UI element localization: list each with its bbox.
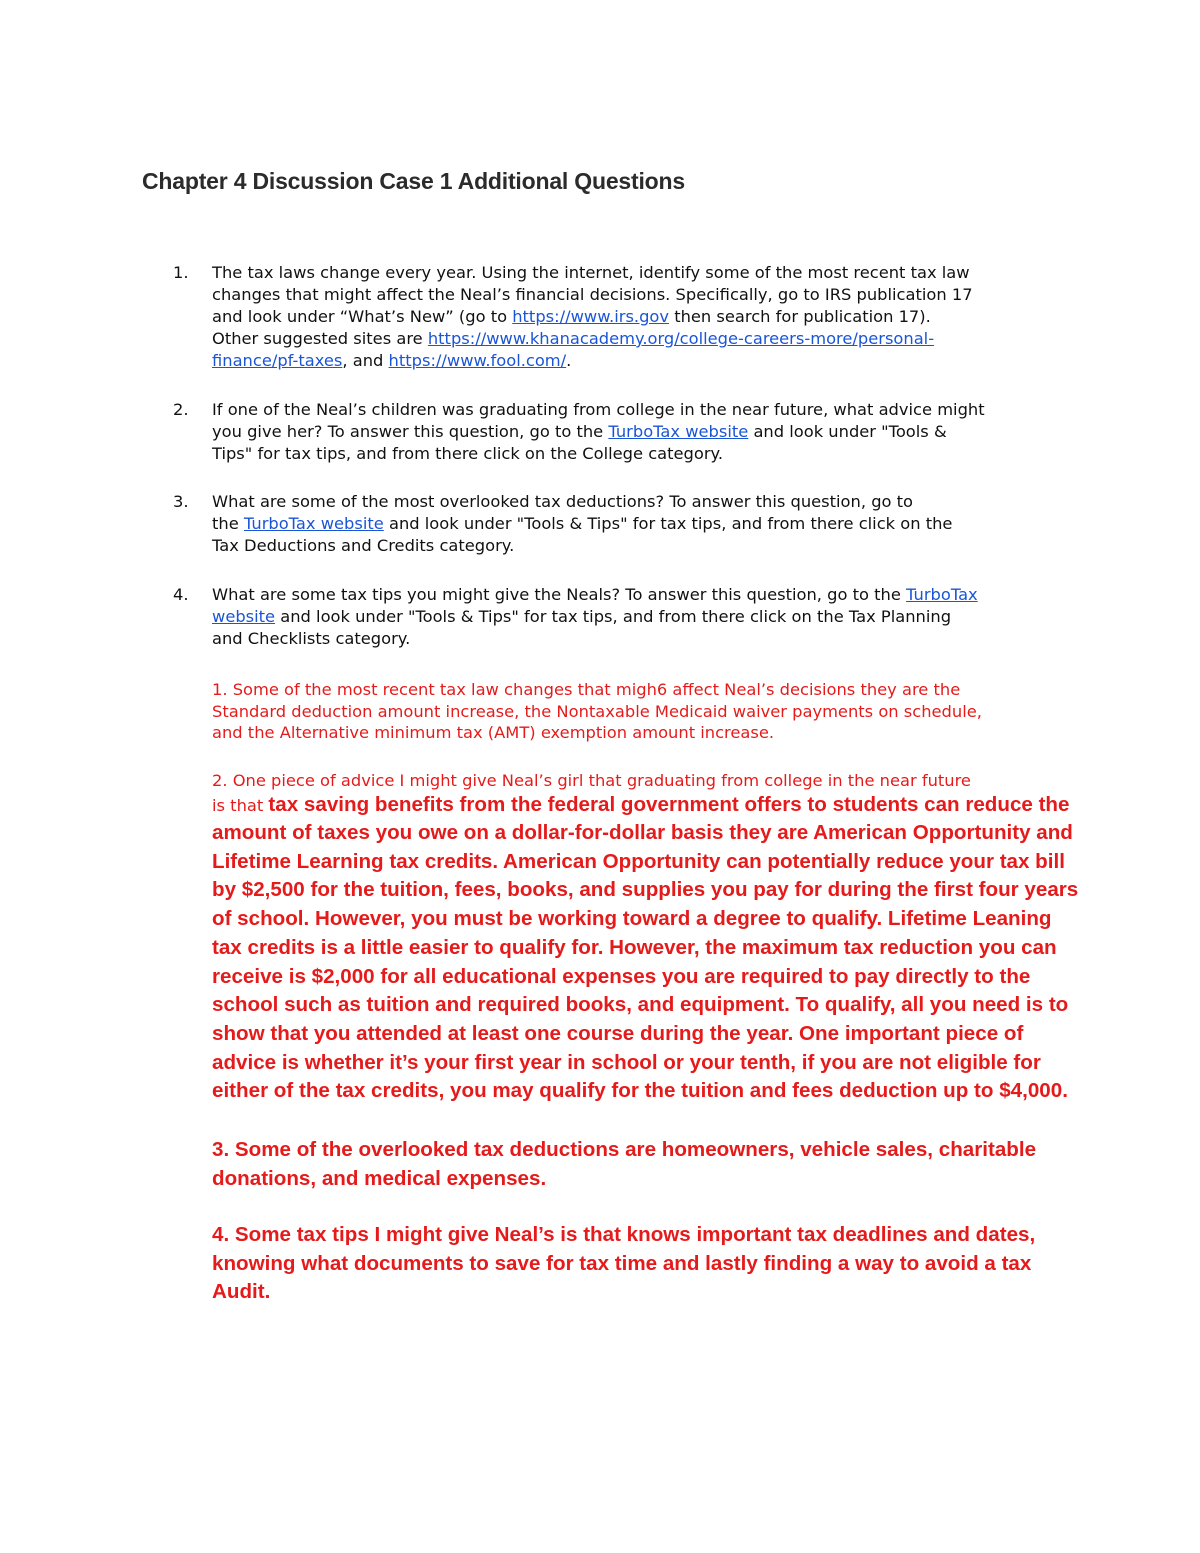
question-text-segment: and look under "Tools & Tips" for tax tips, and from there click on the xyxy=(383,514,953,533)
answer-line xyxy=(212,792,1092,819)
question-number: 4. xyxy=(173,585,189,604)
page-title: Chapter 4 Discussion Case 1 Additional Questions xyxy=(142,168,685,194)
turbotax-link[interactable]: TurboTax xyxy=(906,585,978,604)
answer-line: advice is whether it’s your first year in school or your tenth, if you are not eligible for xyxy=(212,1050,1041,1074)
question-line xyxy=(212,306,1082,328)
question-text-segment: , and xyxy=(342,351,389,370)
question-text-segment: and look under “What’s New” (go to xyxy=(212,307,513,326)
answer-bold-text: tax saving benefits from the federal government offers to students can reduce the xyxy=(268,793,1070,816)
question-line xyxy=(212,421,1082,443)
question-text-segment: the xyxy=(212,514,244,533)
question-line xyxy=(212,606,1082,628)
answer-line: 1. Some of the most recent tax law changes that migh6 affect Neal’s decisions they are the xyxy=(212,680,961,699)
answer-line: Standard deduction amount increase, the Nontaxable Medicaid waiver payments on schedule, xyxy=(212,701,982,721)
question-text-segment: What are some tax tips you might give the Neals? To answer this question, go to the xyxy=(212,585,907,604)
answer-line: school such as tuition and required books, and equipment. To qualify, all you need is to xyxy=(212,993,1069,1017)
answer-line: tax credits is a little easier to qualify for. However, the maximum tax reduction you can xyxy=(212,935,1057,959)
answer-lead-text: is that xyxy=(212,796,269,815)
question-text xyxy=(212,399,1082,465)
question-line: What are some of the most overlooked tax deductions? To answer this question, go to xyxy=(212,492,914,511)
answer-line: either of the tax credits, you may qualify for the tuition and fees deduction up to $4,000. xyxy=(212,1079,1068,1103)
question-text xyxy=(212,262,1082,372)
question-text-segment: you give her? To answer this question, go to the xyxy=(212,422,609,441)
turbotax-link[interactable]: TurboTax website xyxy=(608,422,749,441)
khanacademy-link[interactable]: https://www.khanacademy.org/college-careers-more/personal- xyxy=(427,329,935,348)
question-text-segment: and look under "Tools & Tips" for tax tips, and from there click on the Tax Planning xyxy=(275,607,952,626)
answer-bold-block xyxy=(212,819,1092,1106)
irs-link[interactable]: https://www.irs.gov xyxy=(512,307,670,326)
answer-2 xyxy=(212,770,1092,1106)
answer-4 xyxy=(212,1221,1092,1307)
answer-line: donations, and medical expenses. xyxy=(212,1166,547,1190)
khanacademy-link-continued[interactable]: finance/pf-taxes xyxy=(212,351,343,370)
answer-line: and the Alternative minimum tax (AMT) exemption amount increase. xyxy=(212,723,775,742)
answer-line: knowing what documents to save for tax time and lastly finding a way to avoid a tax xyxy=(212,1251,1032,1275)
answer-line: 3. Some of the overlooked tax deductions are homeowners, vehicle sales, charitable xyxy=(212,1138,1037,1161)
answer-line: Audit. xyxy=(212,1280,271,1304)
question-line xyxy=(212,513,1082,535)
question-line: Tax Deductions and Credits category. xyxy=(212,536,515,555)
question-number: 3. xyxy=(173,492,189,511)
question-line: The tax laws change every year. Using the internet, identify some of the most recent tax law xyxy=(212,263,970,282)
question-line xyxy=(212,350,1082,372)
answer-3 xyxy=(212,1136,1092,1193)
question-text-segment: then search for publication 17). xyxy=(669,307,931,326)
question-line: changes that might affect the Neal’s financial decisions. Specifically, go to IRS publication 17 xyxy=(212,285,973,304)
answer-line: by $2,500 for the tuition, fees, books, and supplies you pay for during the first four years xyxy=(212,878,1079,902)
question-text-segment: Other suggested sites are xyxy=(212,329,428,348)
answer-line: 2. One piece of advice I might give Neal’s girl that graduating from college in the near future xyxy=(212,771,971,790)
question-line xyxy=(212,584,1082,606)
question-number: 1. xyxy=(173,263,189,282)
answer-line: 4. Some tax tips I might give Neal’s is that knows important tax deadlines and dates, xyxy=(212,1223,1036,1246)
answer-1 xyxy=(212,679,1092,744)
question-text-segment: . xyxy=(566,351,572,370)
question-text xyxy=(212,584,1082,650)
answer-line: receive is $2,000 for all educational expenses you are required to pay directly to the xyxy=(212,964,1031,988)
question-line: Tips" for tax tips, and from there click on the College category. xyxy=(212,444,724,463)
question-line xyxy=(212,328,1082,350)
fool-link[interactable]: https://www.fool.com/ xyxy=(388,351,567,370)
question-text xyxy=(212,491,1082,557)
question-number: 2. xyxy=(173,400,189,419)
question-line: and Checklists category. xyxy=(212,629,411,648)
question-text-segment: and look under "Tools & xyxy=(748,422,947,441)
answer-line: Lifetime Learning tax credits. American Opportunity can potentially reduce your tax bill xyxy=(212,849,1065,873)
turbotax-link[interactable]: TurboTax website xyxy=(243,514,384,533)
question-line: If one of the Neal’s children was graduating from college in the near future, what advice might xyxy=(212,400,985,419)
answer-line: show that you attended at least one course during the year. One important piece of xyxy=(212,1021,1024,1045)
turbotax-link-continued[interactable]: website xyxy=(212,607,276,626)
answer-line: amount of taxes you owe on a dollar-for-dollar basis they are American Opportunity and xyxy=(212,821,1073,844)
answer-line: of school. However, you must be working toward a degree to qualify. Lifetime Leaning xyxy=(212,907,1052,931)
